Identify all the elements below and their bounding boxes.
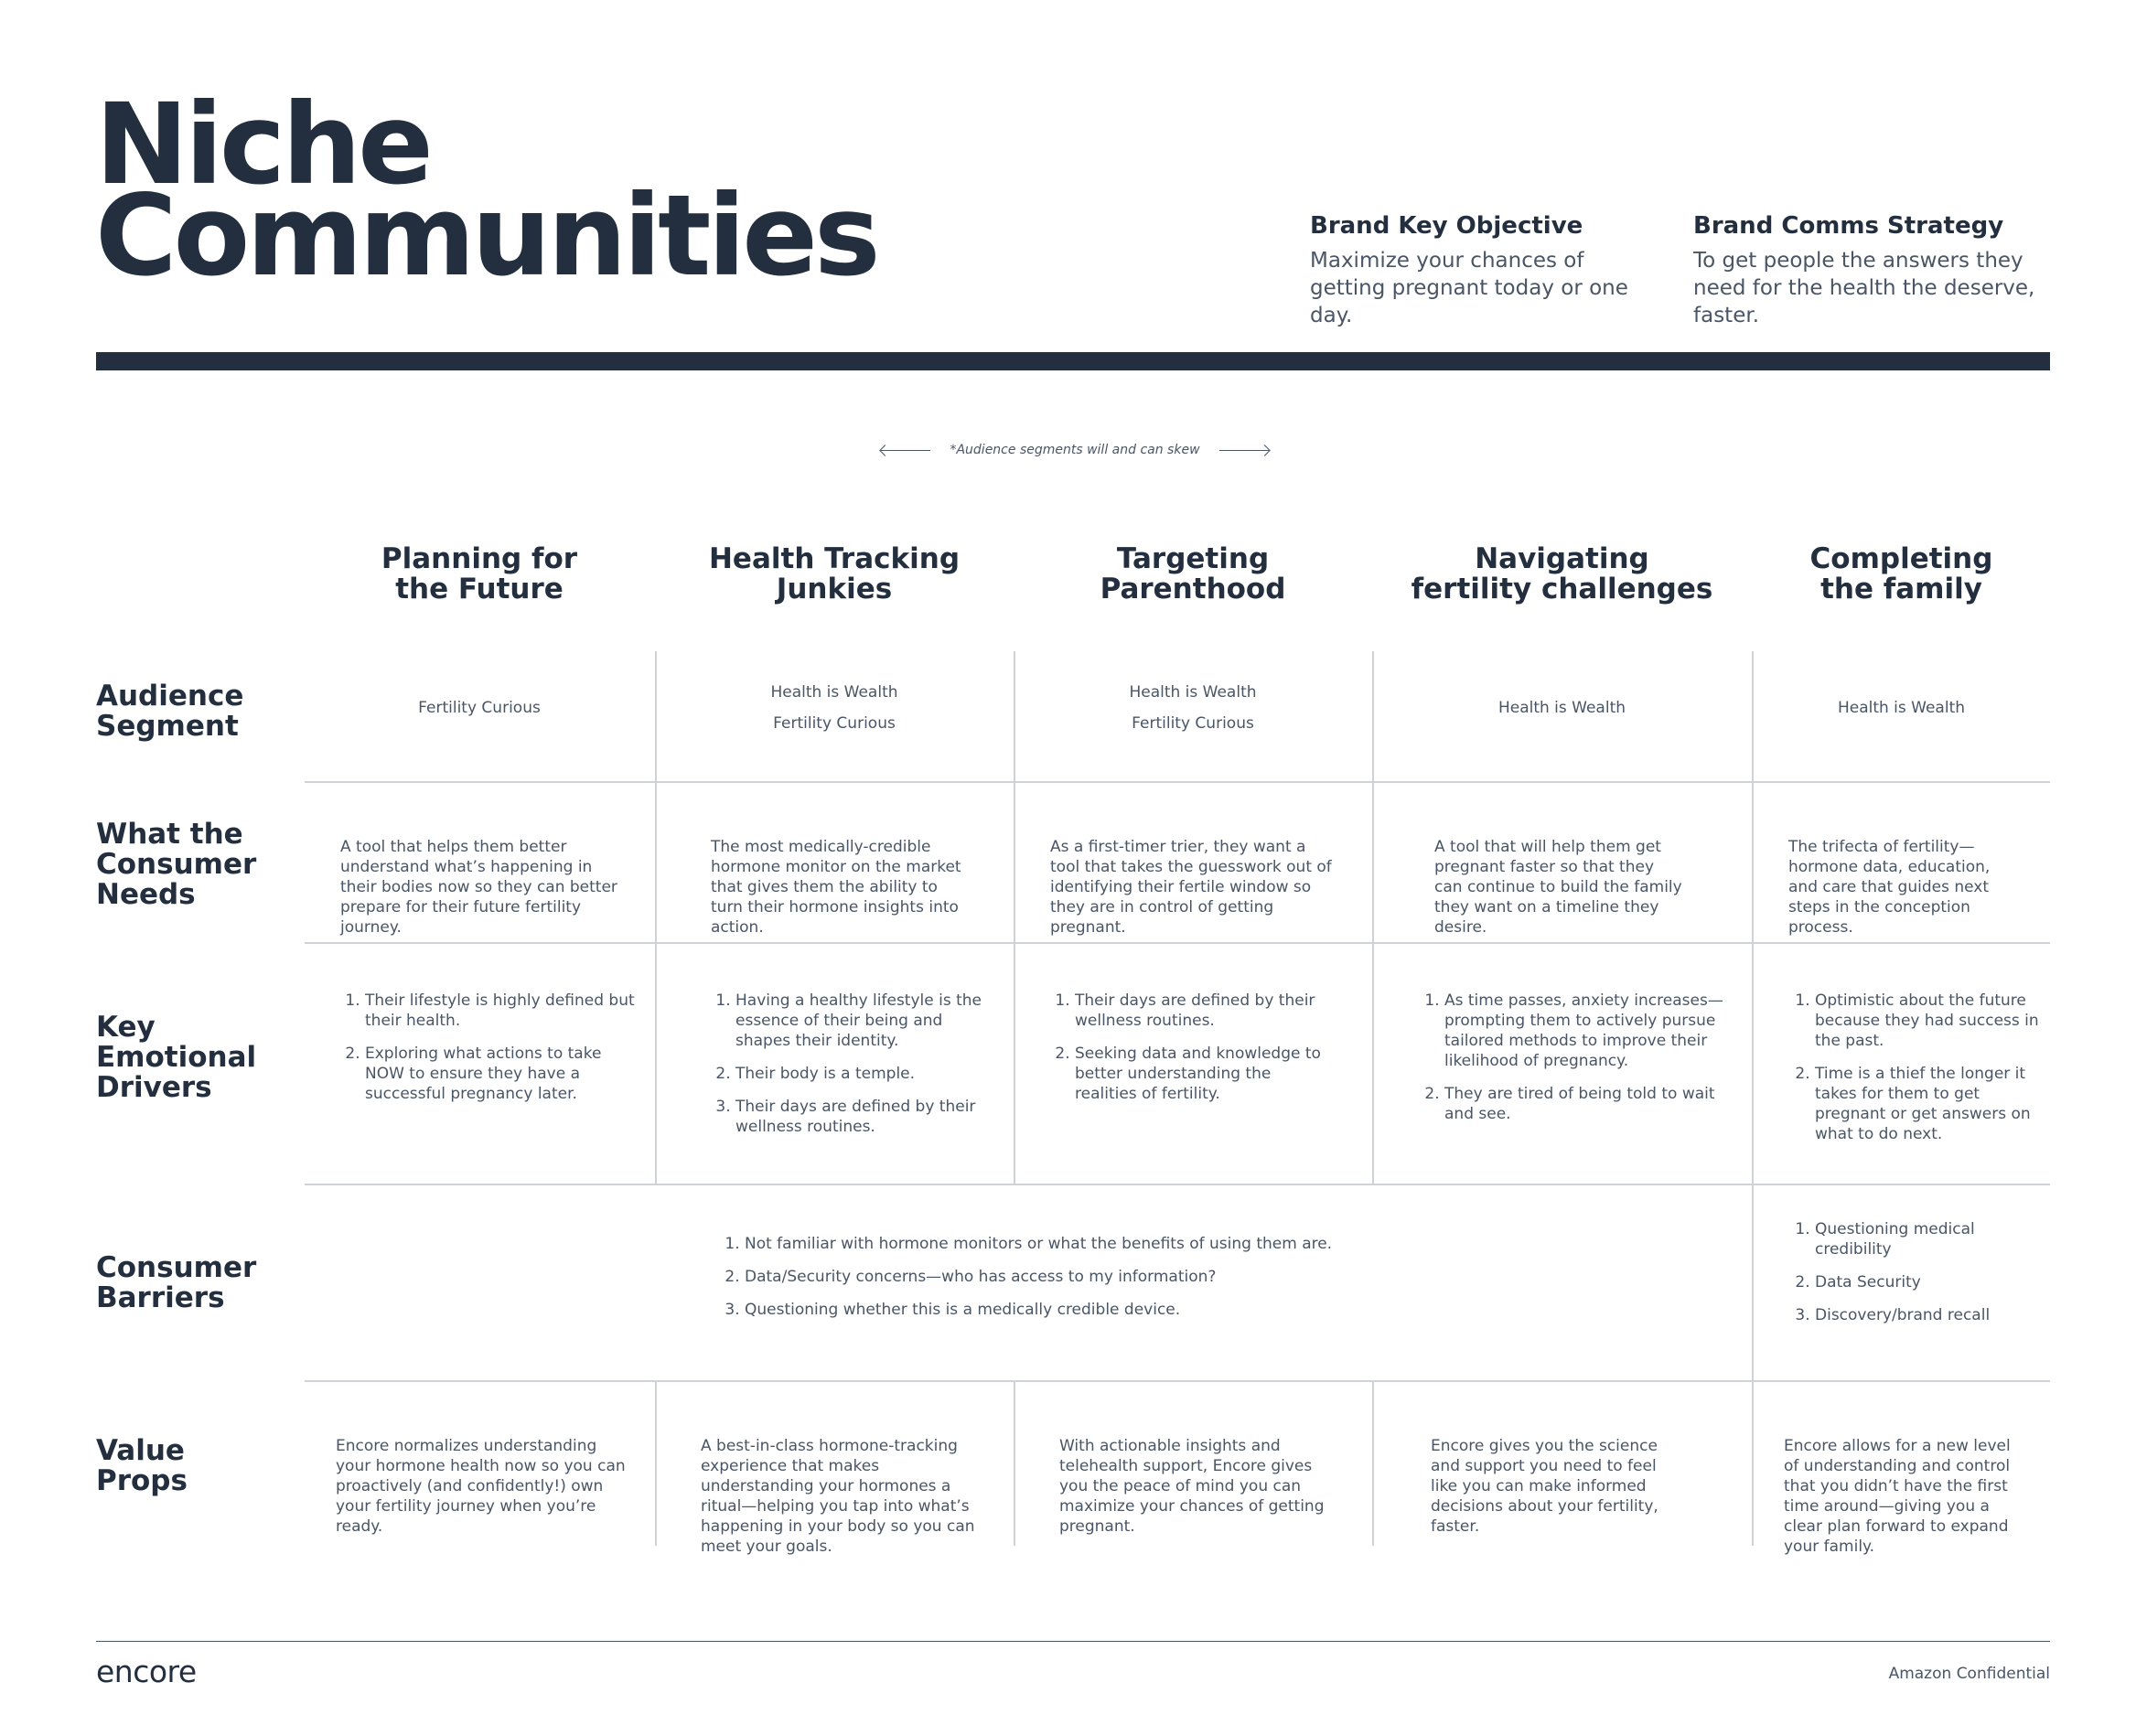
column-heading-health-tracking-junkies (656, 544, 1013, 605)
row-heading-line: Drivers (96, 1071, 212, 1104)
list-item: 2. Exploring what actions to take NOW to ensure they have a successful pregnancy later. (365, 1044, 644, 1104)
column-heading-line: fertility challenges (1411, 573, 1713, 605)
brand-comms-strategy-heading: Brand Comms Strategy (1693, 212, 2004, 240)
row-heading-line: Barriers (96, 1281, 225, 1314)
row-heading-line: Value (96, 1434, 185, 1467)
list-item: 1. Their lifestyle is highly defined but their health. (365, 991, 644, 1031)
column-heading-line: Completing (1809, 542, 1993, 575)
value-prop-text: With actionable insights and telehealth support, Encore gives you the peace of mind you can maximize your chances of getting pregnant. (1059, 1437, 1325, 1536)
encore-logo: encore (96, 1654, 197, 1689)
audience-segment-label: Health is Wealth (1837, 699, 1966, 717)
list-item: 2. Time is a thief the longer it takes for them to get pregnant or get answers on what to do next. (1815, 1064, 2053, 1144)
column-heading-line: Navigating (1475, 542, 1649, 575)
grid-divider (1372, 1381, 1374, 1546)
confidential-label: Amazon Confidential (1888, 1665, 2050, 1683)
row-heading-emotional-drivers (96, 1013, 297, 1103)
row-heading-consumer-needs (96, 820, 297, 910)
list-item: 2. Their body is a temple. (735, 1064, 992, 1084)
grid-divider (1014, 1381, 1015, 1546)
brand-comms-strategy (1693, 212, 2055, 329)
grid-divider (1372, 651, 1374, 1184)
brand-key-objective (1310, 212, 1639, 329)
brand-key-objective-heading: Brand Key Objective (1310, 212, 1583, 240)
list-item: 1. Optimistic about the future because they had success in the past. (1815, 991, 2053, 1051)
row-heading-value-props (96, 1436, 297, 1496)
consumer-needs-text: A tool that will help them get pregnant faster so that they can continue to build the family they want on a timeline they desire. (1434, 838, 1682, 937)
arrow-left-icon (881, 450, 930, 451)
column-heading-navigating-fertility (1373, 544, 1751, 605)
emotional-drivers-list (1050, 991, 1322, 1104)
column-heading-line: the Future (395, 573, 564, 605)
value-prop-text: Encore normalizes understanding your hormone health now so you can proactively (and confidently!) own your fertility journey when you’re ready. (336, 1437, 626, 1536)
column-heading-completing-family (1753, 544, 2050, 605)
brand-comms-strategy-text: To get people the answers they need for the health the deserve, faster. (1693, 249, 2035, 327)
row-heading-line: Audience (96, 680, 244, 713)
list-item: 2. Data/Security concerns—who has access to my information? (745, 1267, 1367, 1287)
audience-segment-cell (305, 692, 654, 723)
row-heading-line: Consumer (96, 848, 257, 881)
value-prop-text: A best-in-class hormone-tracking experience that makes understanding your hormones a ritual—helping you tap into what’s happening in your body so you can meet your goals. (701, 1437, 975, 1556)
page-title-line-2: Communities (95, 171, 877, 301)
grid-divider (655, 1381, 657, 1546)
audience-segment-label: Health is Wealth (1497, 699, 1626, 717)
list-item: 3. Discovery/brand recall (1815, 1305, 2053, 1325)
consumer-needs-text: As a first-timer trier, they want a tool that takes the guesswork out of identifying their fertile window so they are in control of getting pregnant. (1050, 838, 1332, 937)
page-title (95, 80, 877, 301)
grid-divider (305, 1184, 2050, 1185)
column-heading-line: the family (1820, 573, 1982, 605)
consumer-needs-text: The most medically-credible hormone monitor on the market that gives them the ability to turn their hormone insights into action. (711, 838, 961, 937)
column-heading-line: Health Tracking (708, 542, 961, 575)
list-item: 1. Having a healthy lifestyle is the essence of their being and shapes their identity. (735, 991, 992, 1051)
grid-divider (305, 942, 2050, 944)
column-heading-line: Parenthood (1100, 573, 1286, 605)
audience-segment-cell (1753, 692, 2050, 723)
column-heading-line: Planning for (381, 542, 578, 575)
column-heading-targeting-parenthood (1014, 544, 1371, 605)
audience-segment-label: Fertility Curious (773, 714, 896, 733)
row-heading-line: Emotional (96, 1041, 257, 1074)
consumer-needs-text: The trifecta of fertility—hormone data, education, and care that guides next steps in the conception process. (1788, 838, 1991, 937)
grid-divider (1752, 651, 1754, 1546)
consumer-barriers-list-completing-family (1790, 1219, 2053, 1325)
list-item: 1. Their days are defined by their wellness routines. (1075, 991, 1322, 1031)
column-heading-line: Targeting (1116, 542, 1270, 575)
arrow-right-icon (1219, 450, 1269, 451)
list-item: 1. Questioning medical credibility (1815, 1219, 2053, 1259)
audience-segment-label: Fertility Curious (418, 699, 541, 717)
emotional-drivers-list (340, 991, 644, 1104)
list-item: 1. Not familiar with hormone monitors or what the benefits of using them are. (745, 1234, 1367, 1254)
list-item: 2. Seeking data and knowledge to better understanding the realities of fertility. (1075, 1044, 1322, 1104)
consumer-barriers-list (720, 1234, 1367, 1320)
audience-segment-label: Health is Wealth (770, 683, 898, 702)
list-item: 2. Data Security (1815, 1272, 2053, 1292)
audience-segment-cell (656, 677, 1013, 739)
header-divider-bar (96, 352, 2050, 370)
row-heading-consumer-barriers (96, 1253, 297, 1313)
column-heading-planning-future (305, 544, 654, 605)
column-heading-line: Junkies (776, 573, 893, 605)
value-prop-text: Encore gives you the science and support you need to feel like you can make informed decisions about your fertility, faster. (1431, 1437, 1658, 1536)
footer-divider (96, 1641, 2050, 1642)
row-heading-line: Consumer (96, 1251, 257, 1284)
row-heading-line: Props (96, 1464, 188, 1497)
audience-segment-cell (1014, 677, 1371, 739)
audience-segment-label: Fertility Curious (1132, 714, 1254, 733)
audience-segment-cell (1373, 692, 1751, 723)
row-heading-line: What the (96, 818, 243, 851)
audience-skew-note-text: *Audience segments will and can skew (950, 443, 1200, 457)
brand-key-objective-text: Maximize your chances of getting pregnant today or one day. (1310, 249, 1628, 327)
value-prop-text: Encore allows for a new level of understanding and control that you didn’t have the first time around—giving you a clear plan forward to expand your family. (1784, 1437, 2011, 1556)
list-item: 2. They are tired of being told to wait and see. (1444, 1084, 1728, 1124)
emotional-drivers-list (1790, 991, 2053, 1144)
grid-divider (305, 781, 2050, 783)
grid-divider (305, 1380, 2050, 1382)
emotional-drivers-list (711, 991, 992, 1137)
audience-segment-label: Health is Wealth (1129, 683, 1257, 702)
list-item: 3. Questioning whether this is a medically credible device. (745, 1300, 1367, 1320)
list-item: 3. Their days are defined by their wellness routines. (735, 1097, 992, 1137)
list-item: 1. As time passes, anxiety increases—prompting them to actively pursue tailored methods to improve their likelihood of pregnancy. (1444, 991, 1728, 1071)
audience-skew-note (878, 441, 1272, 459)
emotional-drivers-list (1420, 991, 1728, 1124)
page-title-line-1: Niche (95, 80, 430, 209)
row-heading-audience-segment (96, 681, 297, 742)
row-heading-line: Segment (96, 710, 239, 743)
row-heading-line: Needs (96, 878, 196, 911)
row-heading-line: Key (96, 1011, 156, 1044)
consumer-needs-text: A tool that helps them better understand what’s happening in their bodies now so they can better prepare for their future fertility journey. (340, 838, 617, 937)
